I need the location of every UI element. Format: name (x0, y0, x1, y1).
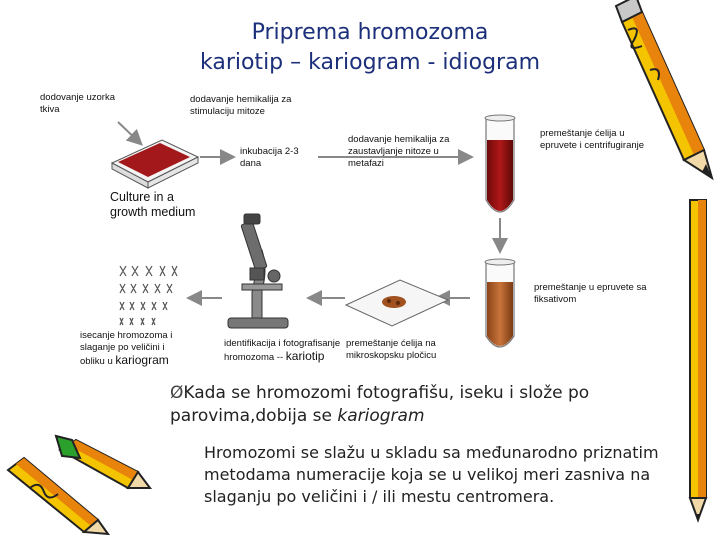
label-stimulate-mitosis: dodavanje hemikalija za stimulaciju mitoze (190, 94, 292, 117)
label-to-slide: premeštanje ćelija na mikroskopsku pločicu (346, 338, 437, 361)
chromosome-row-4 (120, 318, 155, 325)
label-karyotype-term: kariotip (285, 349, 325, 363)
title-line-1: Priprema hromozoma (251, 20, 489, 45)
culture-dish-icon (112, 140, 198, 188)
karyogram-image (120, 266, 177, 325)
label-incubation: inkubacija 2-3 dana (240, 146, 299, 169)
bullet-emphasis: kariogram (337, 406, 425, 426)
pencil-right-icon (690, 200, 706, 520)
label-stop-mitosis: dodavanje hemikalija za zaustavljanje nitoze u metafazi (348, 134, 450, 169)
label-identify-karyotype (224, 338, 344, 364)
label-cut-and-arrange (80, 330, 190, 368)
chromosome-row-3 (120, 302, 167, 310)
bullet-text: Kada se hromozomi fotografišu, iseku i slože po parovima,dobija se (170, 383, 590, 426)
bullet-arrow-icon: Ø (170, 383, 184, 403)
microscope-slide-icon (346, 280, 448, 326)
label-cut-text: isecanje hromozoma i slaganje po veličini i obliku u (80, 330, 173, 367)
blood-tube-icon (485, 115, 515, 212)
arrow-tissue-to-dish (118, 122, 140, 143)
label-karyogram-term: kariogram (115, 353, 169, 367)
label-tissue-sample: dodovanje uzorka tkiva (40, 92, 115, 115)
title-line-2: kariotip – kariogram - idiogram (199, 50, 540, 75)
label-fixative: premeštanje u epruvete sa fiksativom (534, 282, 647, 305)
microscope-icon (228, 214, 288, 328)
bullet-karyogram (170, 382, 670, 428)
chromosome-row-2 (120, 284, 172, 293)
label-identify-text: identifikacija i fotografisanje hromozoma -- (224, 338, 341, 363)
pencils-bottom-left-icon (8, 436, 150, 534)
chromosome-row-1 (120, 266, 177, 276)
body-paragraph: Hromozomi se slažu u skladu sa međunarodno priznatim metodama numeracije koja se u velikoj meri zasniva na slaganju po veličini i / ili mestu centromera. (204, 443, 659, 506)
label-centrifuge: premeštanje ćelija u epruvete i centrifugiranje (540, 128, 645, 151)
label-culture: Culture in a growth medium (110, 190, 196, 219)
fixative-tube-icon (485, 259, 515, 347)
